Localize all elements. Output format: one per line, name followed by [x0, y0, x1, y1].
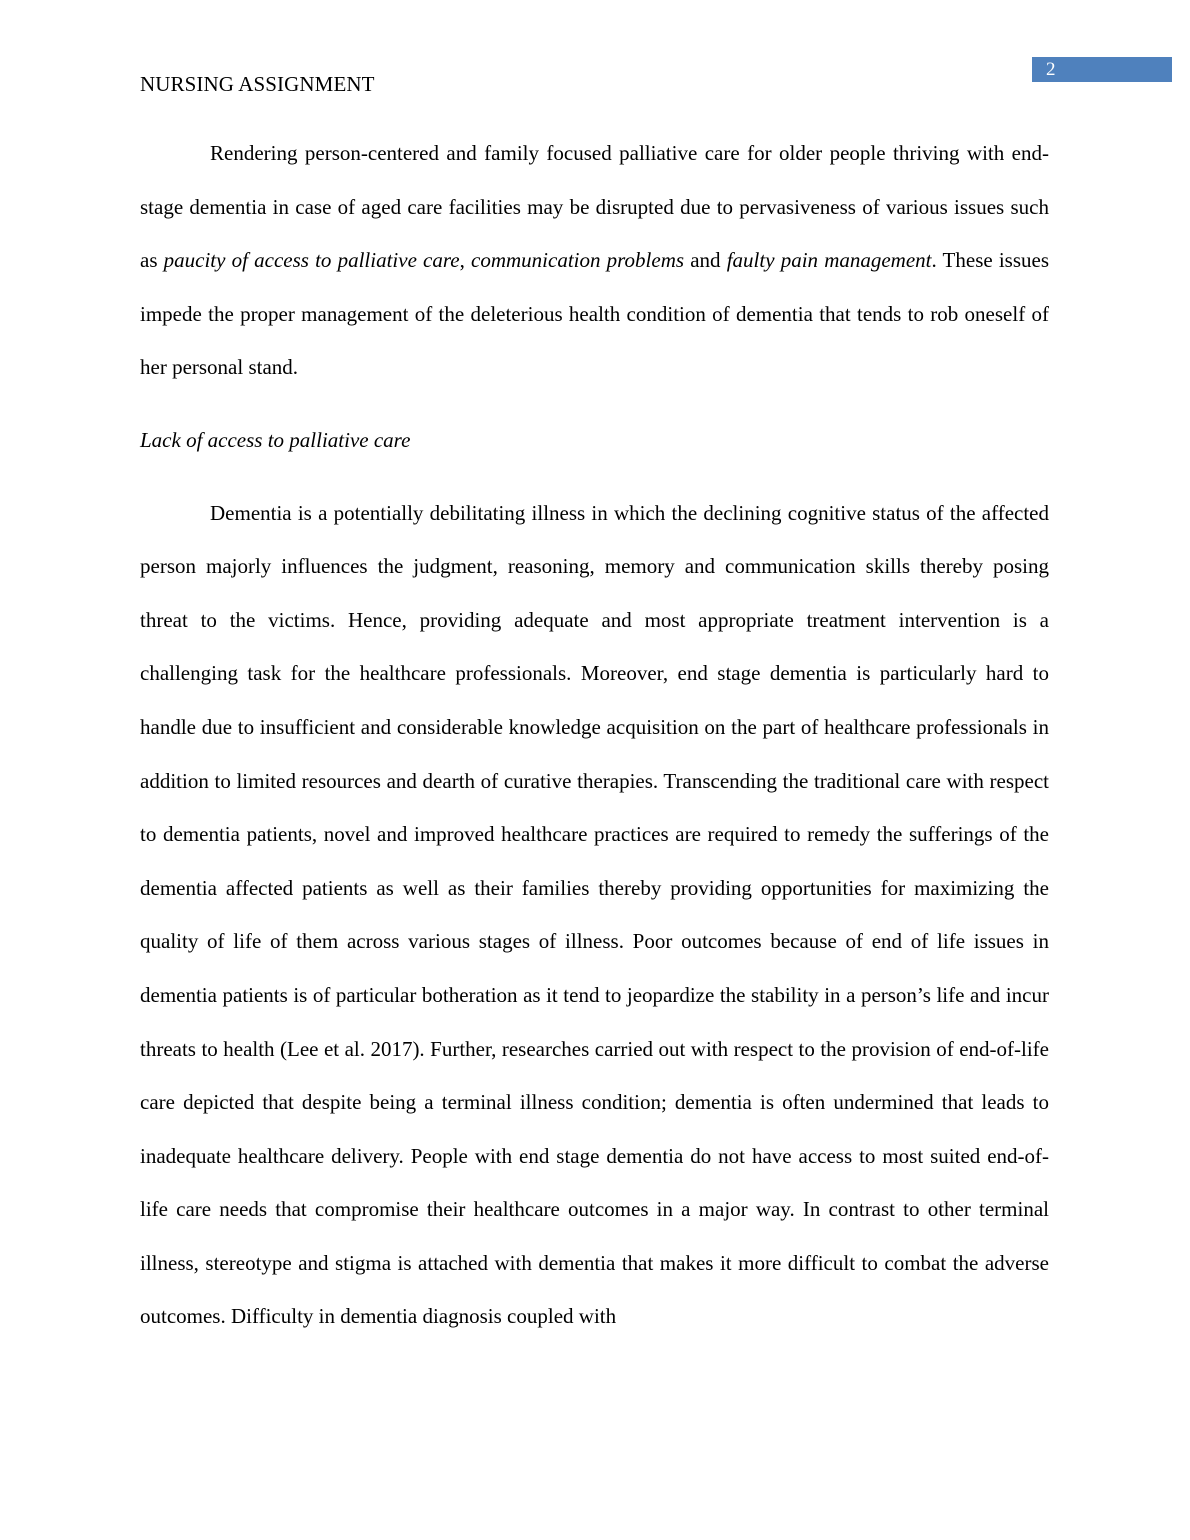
paragraph-intro-text-a: Rendering person-centered and family focused palliative care for older people thriving with end-stage dementia in case of aged care facilities may be disrupted due to pervasiveness of various issues such as — [140, 141, 1049, 273]
emphasis-communication-problems: communication problems — [471, 248, 685, 273]
page-number-badge — [1032, 57, 1172, 82]
paragraph-intro — [140, 127, 1049, 395]
paragraph-intro-text-d: . These issues impede the proper management of the deleterious health condition of dementia that tends to rob oneself of her personal stand. — [140, 248, 1050, 380]
emphasis-faulty-pain-management: faulty pain management — [726, 248, 932, 273]
emphasis-paucity-of-access: paucity of access to palliative care — [163, 248, 460, 273]
document-body — [140, 127, 1049, 1344]
paragraph-dementia: Dementia is a potentially debilitating illness in which the declining cognitive status of the affected person majorly influences the judgment, reasoning, memory and communication skills thereby posing threat to the victims. Hence, providing adequate and most appropriate treatment intervention is a challenging task for the healthcare professionals. Moreover, end stage dementia is particularly hard to handle due to insufficient and considerable knowledge acquisition on the part of healthcare professionals in addition to limited resources and dearth of curative therapies. Transcending the traditional care with respect to dementia patients, novel and improved healthcare practices are required to remedy the sufferings of the dementia affected patients as well as their families thereby providing opportunities for maximizing the quality of life of them across various stages of illness. Poor outcomes because of end of life issues in dementia patients is of particular botheration as it tend to jeopardize the stability in a person’s life and incur threats to health (Lee et al. 2017). Further, researches carried out with respect to the provision of end-of-life care depicted that despite being a terminal illness condition; dementia is often undermined that leads to inadequate healthcare delivery. People with end stage dementia do not have access to most suited end-of-life care needs that compromise their healthcare outcomes in a major way. In contrast to other terminal illness, stereotype and stigma is attached with dementia that makes it more difficult to combat the adverse outcomes. Difficulty in dementia diagnosis coupled with — [140, 500, 1049, 1329]
running-head: NURSING ASSIGNMENT — [140, 72, 375, 96]
paragraph-intro-text-b: , — [459, 248, 472, 273]
section-heading: Lack of access to palliative care — [140, 427, 411, 452]
paragraph-intro-text-c: and — [684, 248, 727, 273]
page-number: 2 — [1046, 59, 1056, 80]
